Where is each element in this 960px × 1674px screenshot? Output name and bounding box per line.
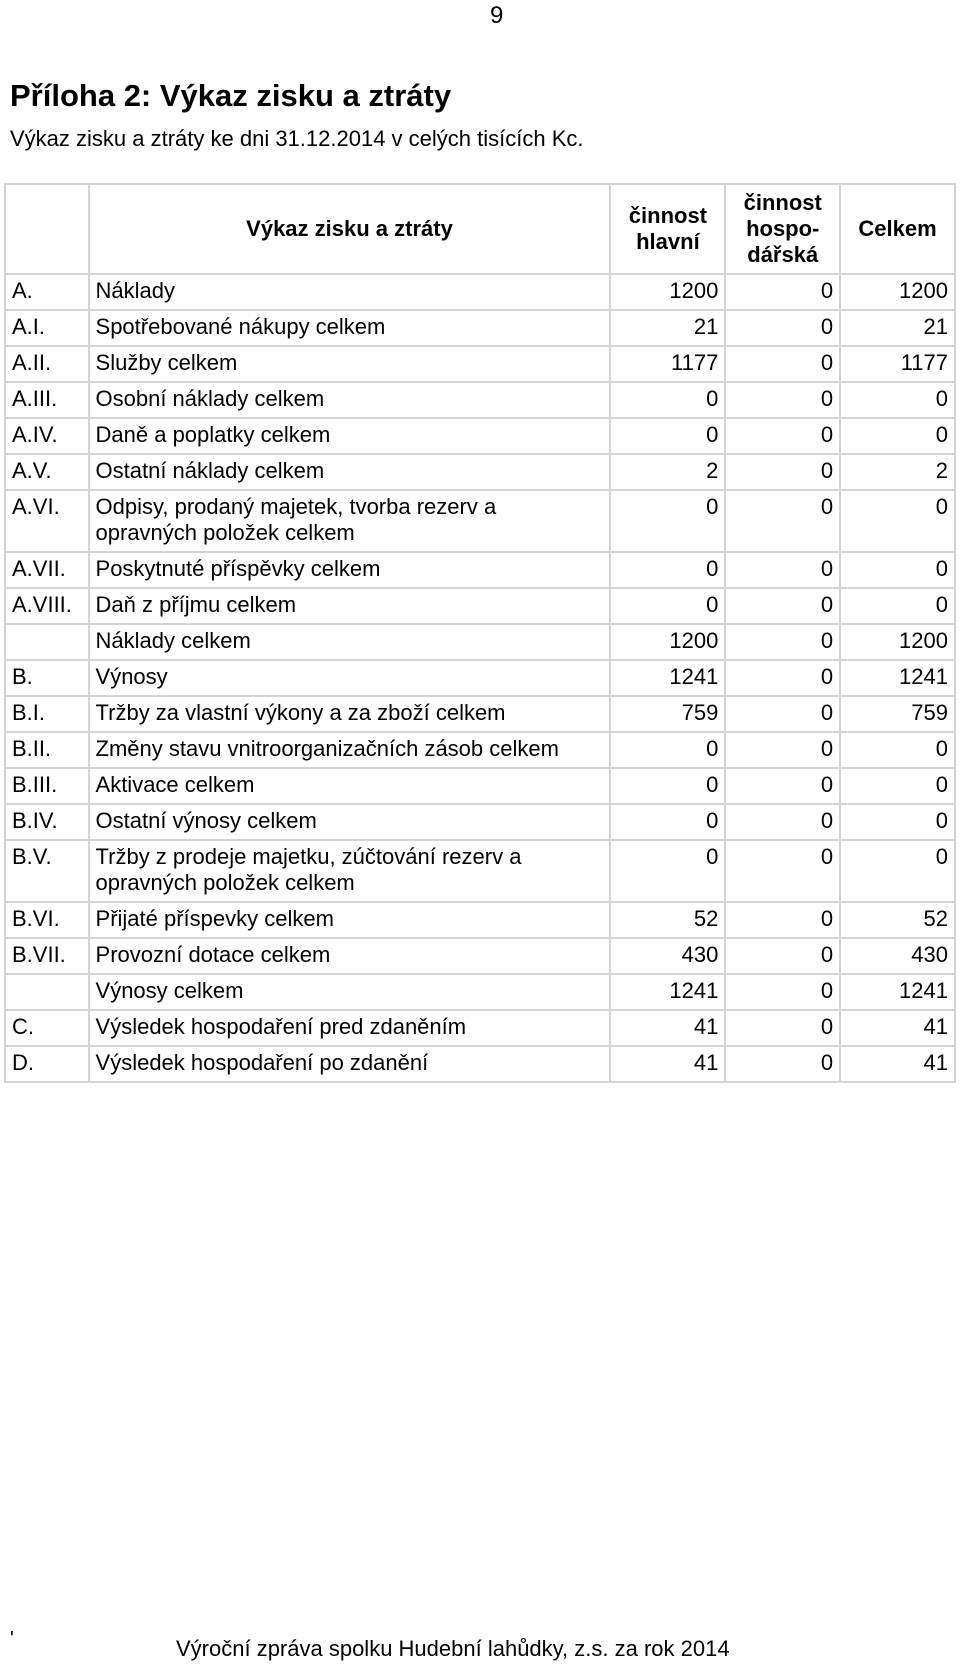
row-total: 21	[840, 310, 955, 346]
row-code: A.VI.	[5, 490, 89, 552]
page-subtitle: Výkaz zisku a ztráty ke dni 31.12.2014 v celých tisících Kc.	[10, 126, 584, 151]
row-label: Přijaté příspevky celkem	[89, 902, 611, 938]
table-row	[5, 1010, 955, 1046]
table-row	[5, 1046, 955, 1082]
row-total: 0	[840, 382, 955, 418]
row-label: Ostatní výnosy celkem	[89, 804, 611, 840]
header-economic-activity	[725, 184, 840, 274]
table-row	[5, 274, 955, 310]
row-total: 1200	[840, 274, 955, 310]
row-label: Osobní náklady celkem	[89, 382, 611, 418]
row-code: B.III.	[5, 768, 89, 804]
row-code: A.	[5, 274, 89, 310]
row-economic-activity: 0	[725, 274, 840, 310]
row-code: B.I.	[5, 696, 89, 732]
row-main-activity: 0	[610, 732, 725, 768]
row-economic-activity: 0	[725, 382, 840, 418]
row-main-activity: 2	[610, 454, 725, 490]
row-label: Služby celkem	[89, 346, 611, 382]
row-code: A.IV.	[5, 418, 89, 454]
row-main-activity: 52	[610, 902, 725, 938]
row-economic-activity: 0	[725, 552, 840, 588]
row-economic-activity: 0	[725, 588, 840, 624]
row-main-activity: 0	[610, 768, 725, 804]
page-footer: Výroční zpráva spolku Hudební lahůdky, z.s. za rok 2014	[176, 1636, 730, 1661]
row-economic-activity: 0	[725, 938, 840, 974]
row-economic-activity: 0	[725, 1046, 840, 1082]
row-main-activity: 1177	[610, 346, 725, 382]
row-code: A.I.	[5, 310, 89, 346]
row-main-activity: 0	[610, 418, 725, 454]
table-row	[5, 768, 955, 804]
table-row	[5, 732, 955, 768]
row-economic-activity: 0	[725, 840, 840, 902]
table-row	[5, 696, 955, 732]
row-main-activity: 1200	[610, 624, 725, 660]
row-economic-activity: 0	[725, 768, 840, 804]
table-body	[5, 274, 955, 1082]
row-total: 52	[840, 902, 955, 938]
row-label: Výsledek hospodaření pred zdaněním	[89, 1010, 611, 1046]
row-total: 1241	[840, 974, 955, 1010]
row-total: 2	[840, 454, 955, 490]
row-total: 0	[840, 588, 955, 624]
row-economic-activity: 0	[725, 696, 840, 732]
row-total: 1177	[840, 346, 955, 382]
row-total: 41	[840, 1010, 955, 1046]
row-code: A.II.	[5, 346, 89, 382]
row-code: A.V.	[5, 454, 89, 490]
header-main-line2: hlavní	[636, 229, 700, 254]
table-row	[5, 382, 955, 418]
row-total: 41	[840, 1046, 955, 1082]
row-total: 1241	[840, 660, 955, 696]
header-total: Celkem	[840, 184, 955, 274]
row-label: Výnosy celkem	[89, 974, 611, 1010]
row-code: B.V.	[5, 840, 89, 902]
row-code: C.	[5, 1010, 89, 1046]
row-code	[5, 624, 89, 660]
row-total: 0	[840, 490, 955, 552]
row-code: D.	[5, 1046, 89, 1082]
row-label: Daně a poplatky celkem	[89, 418, 611, 454]
row-main-activity: 41	[610, 1046, 725, 1082]
row-label: Výsledek hospodaření po zdanění	[89, 1046, 611, 1082]
row-economic-activity: 0	[725, 624, 840, 660]
row-label: Změny stavu vnitroorganizačních zásob celkem	[89, 732, 611, 768]
row-label: Spotřebované nákupy celkem	[89, 310, 611, 346]
table-row	[5, 346, 955, 382]
row-economic-activity: 0	[725, 310, 840, 346]
table-row	[5, 660, 955, 696]
row-total: 0	[840, 552, 955, 588]
row-economic-activity: 0	[725, 902, 840, 938]
row-label: Ostatní náklady celkem	[89, 454, 611, 490]
row-main-activity: 0	[610, 490, 725, 552]
row-label: Náklady celkem	[89, 624, 611, 660]
row-label: Tržby za vlastní výkony a za zboží celkem	[89, 696, 611, 732]
page-title: Příloha 2: Výkaz zisku a ztráty	[10, 78, 452, 113]
row-economic-activity: 0	[725, 418, 840, 454]
header-econ-line2: hospo-	[746, 216, 820, 241]
row-code: A.VIII.	[5, 588, 89, 624]
row-economic-activity: 0	[725, 490, 840, 552]
row-total: 0	[840, 418, 955, 454]
row-label: Aktivace celkem	[89, 768, 611, 804]
row-code: B.VII.	[5, 938, 89, 974]
row-code: A.III.	[5, 382, 89, 418]
page-number: 9	[490, 2, 504, 29]
table-row	[5, 804, 955, 840]
row-total: 0	[840, 768, 955, 804]
row-main-activity: 0	[610, 588, 725, 624]
row-economic-activity: 0	[725, 804, 840, 840]
header-main-line1: činnost	[628, 203, 708, 228]
row-label: Provozní dotace celkem	[89, 938, 611, 974]
header-code	[5, 184, 89, 274]
row-economic-activity: 0	[725, 732, 840, 768]
header-econ-line1: činnost	[743, 190, 822, 215]
row-code	[5, 974, 89, 1010]
row-label: Poskytnuté příspěvky celkem	[89, 552, 611, 588]
row-label: Odpisy, prodaný majetek, tvorba rezerv a opravných položek celkem	[89, 490, 611, 552]
row-total: 430	[840, 938, 955, 974]
row-economic-activity: 0	[725, 974, 840, 1010]
row-main-activity: 759	[610, 696, 725, 732]
row-label: Náklady	[89, 274, 611, 310]
table-row	[5, 902, 955, 938]
row-main-activity: 0	[610, 382, 725, 418]
table-row	[5, 552, 955, 588]
header-main-activity	[610, 184, 725, 274]
row-main-activity: 41	[610, 1010, 725, 1046]
table-row	[5, 588, 955, 624]
row-main-activity: 21	[610, 310, 725, 346]
row-total: 0	[840, 804, 955, 840]
table-row	[5, 624, 955, 660]
row-label: Daň z příjmu celkem	[89, 588, 611, 624]
row-total: 1200	[840, 624, 955, 660]
table-row	[5, 418, 955, 454]
row-main-activity: 430	[610, 938, 725, 974]
row-code: B.	[5, 660, 89, 696]
row-main-activity: 0	[610, 552, 725, 588]
profit-loss-table	[4, 183, 956, 1083]
row-code: A.VII.	[5, 552, 89, 588]
row-economic-activity: 0	[725, 454, 840, 490]
table-row	[5, 454, 955, 490]
row-total: 759	[840, 696, 955, 732]
row-main-activity: 0	[610, 804, 725, 840]
table-row	[5, 840, 955, 902]
row-economic-activity: 0	[725, 346, 840, 382]
row-main-activity: 1241	[610, 660, 725, 696]
header-item: Výkaz zisku a ztráty	[89, 184, 611, 274]
row-economic-activity: 0	[725, 660, 840, 696]
row-label: Výnosy	[89, 660, 611, 696]
row-code: B.IV.	[5, 804, 89, 840]
table-row	[5, 490, 955, 552]
header-econ-line3: dářská	[747, 242, 819, 267]
row-label: Tržby z prodeje majetku, zúčtování rezerv a opravných položek celkem	[89, 840, 611, 902]
table-row	[5, 310, 955, 346]
row-total: 0	[840, 732, 955, 768]
row-main-activity: 1200	[610, 274, 725, 310]
row-main-activity: 0	[610, 840, 725, 902]
row-code: B.II.	[5, 732, 89, 768]
row-code: B.VI.	[5, 902, 89, 938]
footer-mark: '	[10, 1628, 14, 1650]
row-main-activity: 1241	[610, 974, 725, 1010]
row-economic-activity: 0	[725, 1010, 840, 1046]
table-header-row	[5, 184, 955, 274]
table-row	[5, 938, 955, 974]
row-total: 0	[840, 840, 955, 902]
table-row	[5, 974, 955, 1010]
